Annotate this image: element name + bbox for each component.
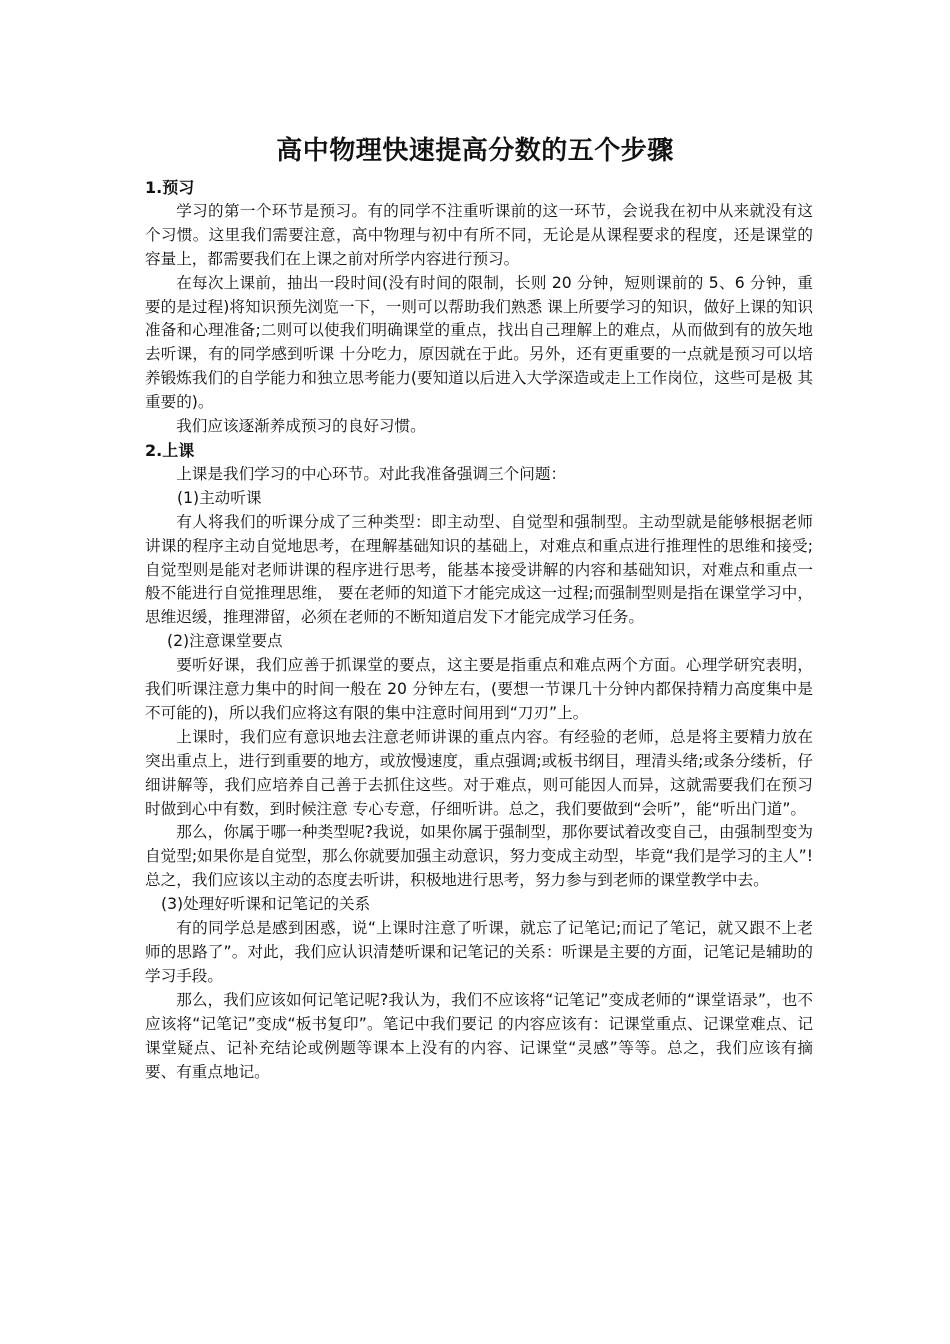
paragraph: 那么，我们应该如何记笔记呢?我认为，我们不应该将“记笔记”变成老师的“课堂语录”，也不应该将“记笔记”变成“板书复印”。笔记中我们要记 的内容应该有：记课堂重点、记课堂难点、记课堂疑点、记补充结论或例题等课本上没有的内容、记课堂“灵感”等等。总之，我们应该有摘要、有重点地记。 — [145, 990, 813, 1081]
section-heading-preview: 1.预习 — [145, 178, 195, 197]
paragraph: 学习的第一个环节是预习。有的同学不注重听课前的这一环节，会说我在初中从来就没有这个习惯。这里我们需要注意，高中物理与初中有所不同，无论是从课程要求的程度，还是课堂的容量上，都需要我们在上课之前对所学内容进行预习。 — [145, 201, 813, 268]
subsection-label: (1)主动听课 — [177, 488, 262, 507]
subsection-label: (3)处理好听课和记笔记的关系 — [161, 895, 371, 914]
section-heading-class: 2.上课 — [145, 440, 195, 460]
document-title: 高中物理快速提高分数的五个步骤 — [276, 136, 674, 166]
paragraph: 上课是我们学习的中心环节。对此我准备强调三个问题： — [176, 464, 567, 483]
subsection-label: (2)注意课堂要点 — [167, 632, 283, 651]
paragraph: 有的同学总是感到困惑，说“上课时注意了听课，就忘了记笔记;而记了笔记，就又跟不上老师的思路了”。对此，我们应认识清楚听课和记笔记的关系：听课是主要的方面，记笔记是辅助的学习手段。 — [145, 919, 813, 985]
paragraph: 在每次上课前，抽出一段时间(没有时间的限制，长则 20 分钟，短则课前的 5、6 分钟，重要的是过程)将知识预先浏览一下，一则可以帮助我们熟悉 课上所要学习的知识，做好上课的知识准备和心理准备;二则可以使我们明确课堂的重点，找出自己理解上的难点，从而做到有的放矢地去听课，有的同学感到听课 十分吃力，原因就在于此。另外，还有更重要的一点就是预习可以培养锻炼我们的自学能力和独立思考能力(要知道以后进入大学深造或走上工作岗位，这些可是极 其重要的)。 — [145, 273, 813, 412]
paragraph: 我们应该逐渐养成预习的良好习惯。 — [176, 417, 426, 436]
paragraph: 要听好课，我们应善于抓课堂的要点，这主要是指重点和难点两个方面。心理学研究表明，我们听课注意力集中的时间一般在 20 分钟左右，(要想一节课几十分钟内都保持精力高度集中是不可能的)，所以我们应将这有限的集中注意时间用到“刀刃”上。 — [145, 656, 813, 722]
paragraph: 上课时，我们应有意识地去注意老师讲课的重点内容。有经验的老师，总是将主要精力放在突出重点上，进行到重要的地方，或放慢速度，重点强调;或板书纲目，理清头绪;或条分缕析，仔细讲解等，我们应培养自己善于去抓住这些。对于难点，则可能因人而异，这就需要我们在预习时做到心中有数，到时候注意 专心专意，仔细听讲。总之，我们要做到“会听”，能“听出门道”。 — [145, 727, 813, 818]
paragraph: 有人将我们的听课分成了三种类型：即主动型、自觉型和强制型。主动型就是能够根据老师讲课的程序主动自觉地思考，在理解基础知识的基础上，对难点和重点进行推理性的思维和接受;自觉型则是能对老师讲课的程序进行思考，能基本接受讲解的内容和基础知识，对难点和重点一般不能进行自觉推理思维， 要在老师的知道下才能完成这一过程;而强制型则是指在课堂学习中，思维迟缓，推理滞留，必须在老师的不断知道启发下才能完成学习任务。 — [145, 512, 813, 627]
document-body — [145, 176, 813, 1084]
paragraph: 那么，你属于哪一种类型呢?我说，如果你属于强制型，那你要试着改变自己，由强制型变为自觉型;如果你是自觉型，那么你就要加强主动意识，努力变成主动型，毕竟“我们是学习的主人”!总之，我们应该以主动的态度去听讲，积极地进行思考，努力参与到老师的课堂教学中去。 — [145, 823, 813, 890]
